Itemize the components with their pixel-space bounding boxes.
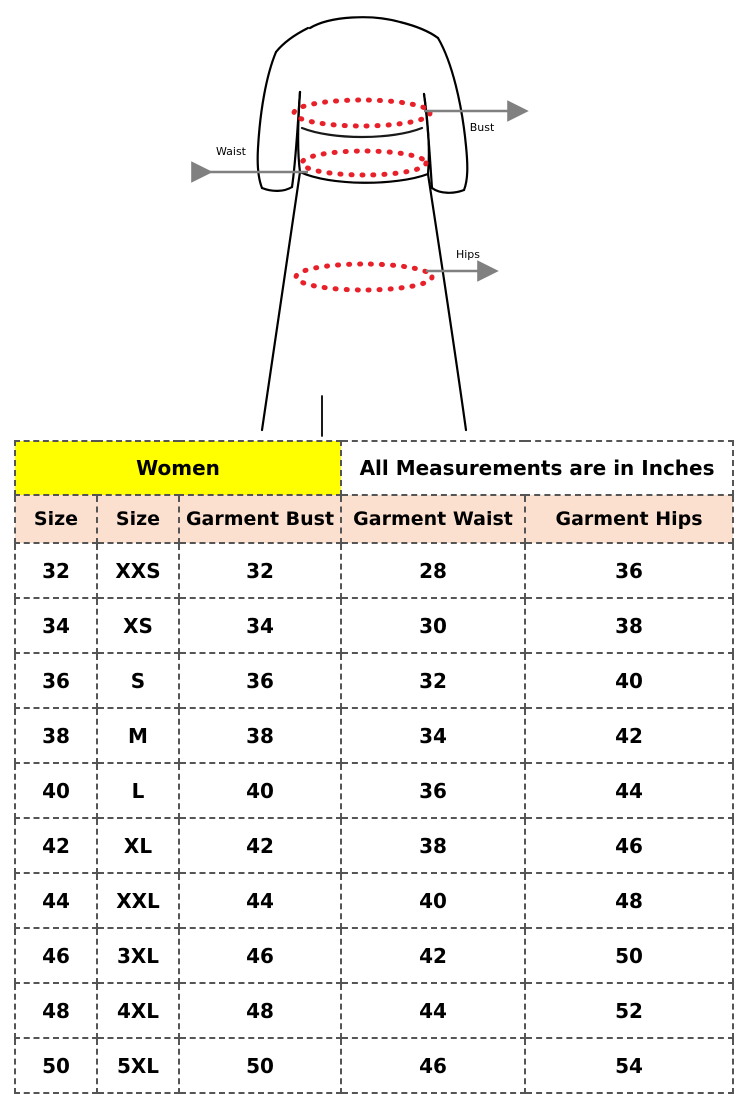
cell-hips: 36: [525, 543, 733, 598]
dress-outline: [258, 17, 468, 436]
cell-waist: 32: [341, 653, 525, 708]
title-women-cell: Women: [15, 441, 341, 495]
table-row: [15, 763, 733, 818]
cell-size-numeric: 48: [15, 983, 97, 1038]
cell-bust: 34: [179, 598, 341, 653]
header-size-alpha: Size: [97, 495, 179, 543]
cell-size-alpha: XXL: [97, 873, 179, 928]
cell-size-alpha: 3XL: [97, 928, 179, 983]
cell-waist: 40: [341, 873, 525, 928]
cell-bust: 40: [179, 763, 341, 818]
cell-size-numeric: 46: [15, 928, 97, 983]
cell-size-alpha: L: [97, 763, 179, 818]
cell-size-alpha: 5XL: [97, 1038, 179, 1093]
cell-size-numeric: 36: [15, 653, 97, 708]
cell-waist: 34: [341, 708, 525, 763]
cell-size-alpha: XXS: [97, 543, 179, 598]
header-size-numeric: Size: [15, 495, 97, 543]
cell-waist: 38: [341, 818, 525, 873]
cell-bust: 42: [179, 818, 341, 873]
cell-bust: 50: [179, 1038, 341, 1093]
hips-label: Hips: [455, 248, 481, 261]
cell-size-alpha: M: [97, 708, 179, 763]
table-row: [15, 653, 733, 708]
cell-bust: 46: [179, 928, 341, 983]
cell-bust: 36: [179, 653, 341, 708]
cell-size-numeric: 50: [15, 1038, 97, 1093]
cell-hips: 38: [525, 598, 733, 653]
bust-measure-band: [294, 100, 430, 126]
cell-waist: 44: [341, 983, 525, 1038]
cell-waist: 30: [341, 598, 525, 653]
size-chart-container: [14, 440, 732, 1094]
table-row: [15, 598, 733, 653]
header-garment-bust: Garment Bust: [179, 495, 341, 543]
cell-size-alpha: S: [97, 653, 179, 708]
cell-hips: 40: [525, 653, 733, 708]
cell-bust: 48: [179, 983, 341, 1038]
table-row: [15, 818, 733, 873]
hips-measure-band: [296, 264, 432, 290]
title-measurements-cell: All Measurements are in Inches: [341, 441, 733, 495]
cell-hips: 48: [525, 873, 733, 928]
waist-label: Waist: [215, 145, 247, 158]
cell-hips: 42: [525, 708, 733, 763]
table-header-row: [15, 495, 733, 543]
size-chart-body: [15, 441, 733, 1093]
header-garment-hips: Garment Hips: [525, 495, 733, 543]
size-chart-table: [14, 440, 734, 1094]
cell-hips: 44: [525, 763, 733, 818]
cell-hips: 52: [525, 983, 733, 1038]
size-guide-illustration: [0, 0, 746, 438]
cell-size-numeric: 40: [15, 763, 97, 818]
table-row: [15, 543, 733, 598]
cell-bust: 44: [179, 873, 341, 928]
cell-size-numeric: 38: [15, 708, 97, 763]
cell-bust: 32: [179, 543, 341, 598]
cell-waist: 36: [341, 763, 525, 818]
cell-size-alpha: XL: [97, 818, 179, 873]
table-row: [15, 928, 733, 983]
table-row: [15, 1038, 733, 1093]
cell-size-numeric: 32: [15, 543, 97, 598]
table-title-row: [15, 441, 733, 495]
header-garment-waist: Garment Waist: [341, 495, 525, 543]
cell-hips: 46: [525, 818, 733, 873]
cell-waist: 42: [341, 928, 525, 983]
cell-size-numeric: 44: [15, 873, 97, 928]
cell-size-numeric: 34: [15, 598, 97, 653]
cell-size-alpha: XS: [97, 598, 179, 653]
bust-label: Bust: [469, 121, 495, 134]
table-row: [15, 873, 733, 928]
cell-waist: 28: [341, 543, 525, 598]
cell-size-numeric: 42: [15, 818, 97, 873]
cell-size-alpha: 4XL: [97, 983, 179, 1038]
waist-measure-band: [302, 151, 426, 175]
cell-bust: 38: [179, 708, 341, 763]
cell-waist: 46: [341, 1038, 525, 1093]
dress-figure-svg: [0, 0, 746, 438]
table-row: [15, 708, 733, 763]
table-row: [15, 983, 733, 1038]
cell-hips: 54: [525, 1038, 733, 1093]
cell-hips: 50: [525, 928, 733, 983]
